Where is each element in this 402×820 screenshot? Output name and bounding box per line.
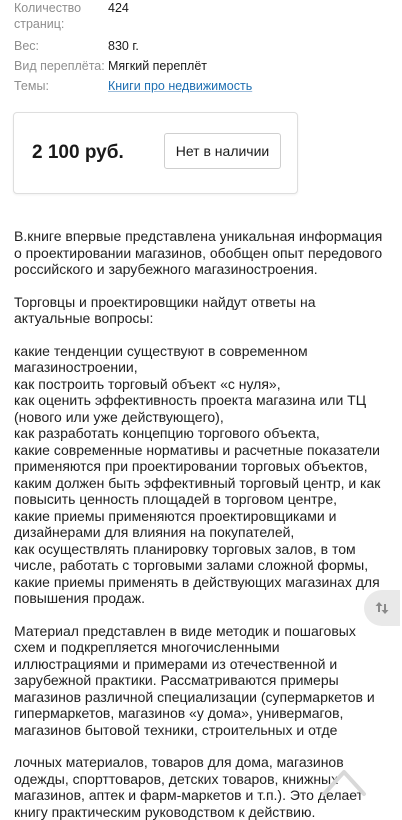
description-paragraph: лочных материалов, товаров для дома, магазинов одежды, спорттоваров, детских товаров, книжных магазинов, аптек и фарм-маркетов и т.п.). Это делает книгу практическим руководством к действию. [14,754,364,820]
theme-link[interactable]: Книги про недвижимость [108,79,253,93]
swap-vertical-icon [373,599,391,617]
prop-weight [14,38,394,54]
description-paragraph: Торговцы и проектировщики найдут ответы на актуальные вопросы: [14,293,316,326]
description-paragraph: какие тенденции существуют в современном магазиностроении, как построить торговый объект «с нуля», как оценить эффективность проекта магазина или ТЦ (нового или уже действующего), как разработать концепцию торгового объекта, какие современные нормативы и расчетные показатели применяются при проектировании торговых объектов, каким должен быть эффективный торговый центр, и как повысить ценность площадей в торговом центре, какие приемы применяются проектировщиками и дизайнерами для влияния на покупателей, как осуществлять планировку торговых залов, в том числе, работать с торговыми залами сложной формы, какие приемы применять в действующих магазинах для повышения продаж. [14,342,381,606]
chevron-up-icon[interactable] [310,742,378,800]
prop-label: Вид переплёта: [14,59,105,73]
price-card [13,112,298,194]
prop-label: Количество страниц: [14,1,82,31]
floating-action-button[interactable] [364,590,400,626]
prop-label: Вес: [14,39,40,53]
prop-binding [14,58,394,74]
prop-themes [14,78,394,94]
prop-value: Мягкий переплёт [108,59,208,73]
book-properties [14,0,394,94]
prop-value: 424 [108,1,129,15]
description-paragraph: В.книге впервые представлена уникальная информация о проектировании магазинов, обобщен опыт передового российского и зарубежного магазиностроения. [14,228,383,277]
prop-pages [14,0,394,34]
price-value: 2 100 руб. [32,142,124,163]
prop-value: 830 г. [108,39,139,53]
description-paragraph: Материал представлен в виде методик и пошаговых схем и подкрепляется многочисленными иллюстрациями и примерами из отечественной и зарубежной практики. Рассматриваются примеры магазинов различной специализации (супермаркетов и гипермаркетов, магазинов «у дома», универмагов, магазинов бытовой техники, строительных и отде [14,622,375,738]
book-description [14,228,389,820]
out-of-stock-button[interactable]: Нет в наличии [164,133,281,169]
prop-label: Темы: [14,79,49,93]
